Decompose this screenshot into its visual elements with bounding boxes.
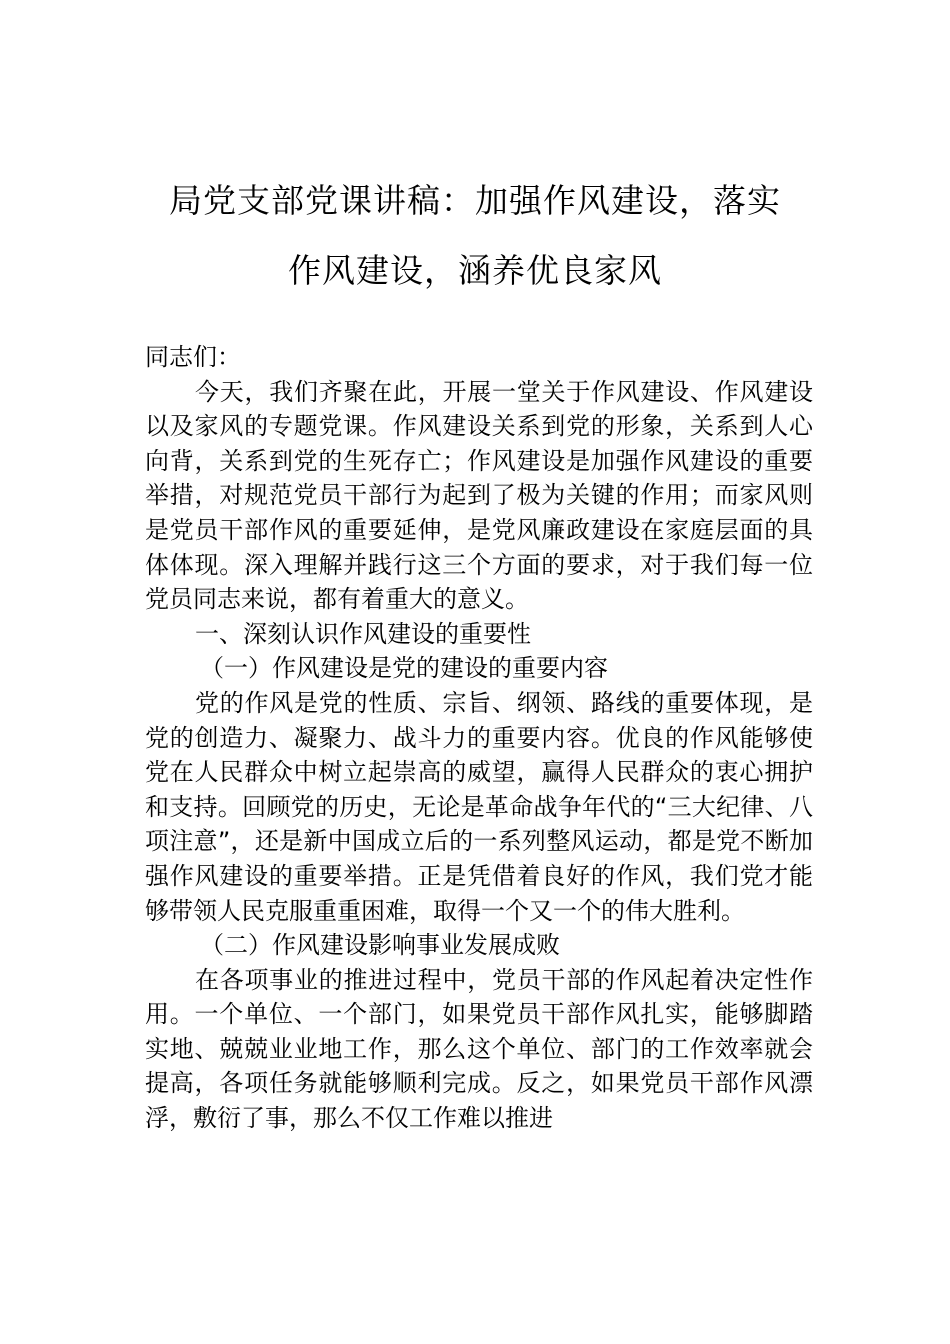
- section-heading-1: 一、深刻认识作风建设的重要性: [195, 619, 531, 648]
- document-body: [145, 340, 813, 1136]
- salutation: 同志们：: [145, 343, 241, 371]
- document-title-line-1: 局党支部党课讲稿：加强作风建设，落实: [169, 181, 781, 220]
- subsection-1-paragraph: 党的作风是党的性质、宗旨、纲领、路线的重要体现，是党的创造力、凝聚力、战斗力的重要内容。优良的作风能够使党在人民群众中树立起崇高的威望，赢得人民群众的衷心拥护和支持。回顾党的历史，无论是革命战争年代的“三大纪律、八项注意”，还是新中国成立后的一系列整风运动，都是党不断加强作风建设的重要举措。正是凭借着良好的作风，我们党才能够带领人民克服重重困难，取得一个又一个的伟大胜利。: [145, 688, 813, 925]
- intro-paragraph: 今天，我们齐聚在此，开展一堂关于作风建设、作风建设以及家风的专题党课。作风建设关系到党的形象，关系到人心向背，关系到党的生死存亡；作风建设是加强作风建设的重要举措，对规范党员干部行为起到了极为关键的作用；而家风则是党员干部作风的重要延伸，是党风廉政建设在家庭层面的具体体现。深入理解并践行这三个方面的要求，对于我们每一位党员同志来说，都有着重大的意义。: [145, 377, 813, 614]
- document-title-line-2: 作风建设，涵养优良家风: [288, 251, 662, 290]
- subsection-heading-2: （二）作风建设影响事业发展成败: [200, 931, 560, 960]
- subsection-heading-1: （一）作风建设是党的建设的重要内容: [200, 654, 608, 683]
- subsection-2-paragraph: 在各项事业的推进过程中，党员干部的作风起着决定性作用。一个单位、一个部门，如果党员干部作风扎实，能够脚踏实地、兢兢业业地工作，那么这个单位、部门的工作效率就会提高，各项任务就能够顺利完成。反之，如果党员干部作风漂浮，敷衍了事，那么不仅工作难以推进: [145, 965, 813, 1133]
